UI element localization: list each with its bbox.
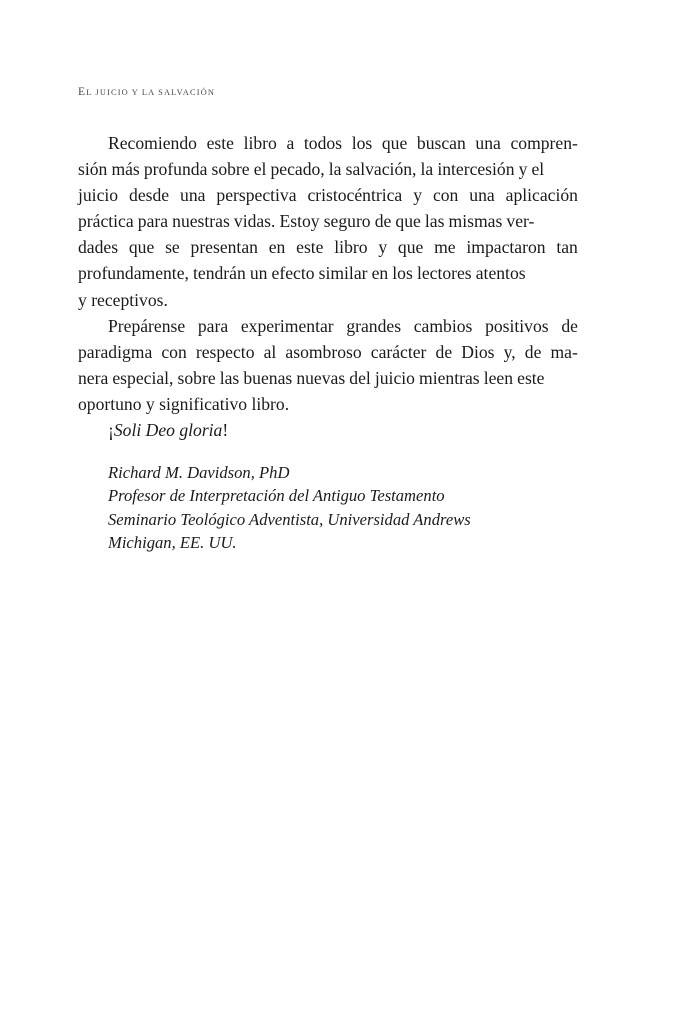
word: profundamente,	[78, 263, 189, 284]
signature-line-2: Profesor de Interpretación del Antiguo Testamento	[108, 486, 445, 506]
word: los	[392, 263, 413, 284]
text-line	[78, 208, 578, 234]
word: ma-	[550, 341, 578, 362]
word: que	[381, 133, 408, 153]
text-line	[78, 365, 578, 391]
word: el	[253, 159, 267, 180]
word: dades	[78, 237, 119, 258]
word: nuevas	[296, 367, 346, 388]
latin-phrase-open: ¡	[108, 420, 114, 441]
word: de	[435, 341, 453, 362]
word: que	[128, 237, 155, 258]
word: todos	[303, 133, 343, 153]
word: nuestras	[172, 211, 230, 232]
word: las	[424, 211, 445, 232]
word: tendrán	[193, 263, 246, 284]
text-line: y receptivos.	[78, 289, 168, 310]
word: cristocéntrica	[307, 185, 403, 206]
signature-line-1: Richard M. Davidson, PhD	[108, 463, 290, 482]
word: Estoy	[279, 211, 320, 232]
word: que	[395, 211, 421, 232]
word: libro	[243, 133, 277, 153]
word: compren-	[510, 133, 578, 153]
body-text-block	[78, 130, 578, 443]
word: ver-	[506, 211, 535, 232]
word: cambios	[413, 315, 473, 336]
latin-phrase-close: !	[222, 420, 229, 441]
word: un	[249, 263, 268, 284]
word: del	[349, 367, 371, 388]
word: buscan	[416, 133, 466, 153]
word: Prepárense	[108, 315, 186, 336]
word: de	[561, 315, 578, 336]
paragraph-1	[78, 130, 578, 313]
text-line: oportuno y significativo libro.	[78, 393, 290, 414]
word: una	[475, 133, 501, 153]
word: una	[180, 185, 206, 206]
word: presentan	[190, 237, 258, 258]
word: desde	[129, 185, 170, 206]
word: seguro	[323, 211, 371, 232]
word: y	[413, 185, 422, 206]
word: una	[469, 185, 495, 206]
word: mientras	[419, 367, 480, 388]
word: carácter	[370, 341, 427, 362]
running-head-rest: L JUICIO Y LA SALVACIÓN	[86, 88, 216, 97]
word: a	[286, 133, 295, 153]
word: atentos	[475, 263, 526, 284]
text-line	[78, 313, 578, 339]
word: paradigma	[78, 341, 153, 362]
word: práctica	[78, 211, 134, 232]
word: pecado,	[270, 159, 325, 180]
word: en	[371, 263, 389, 284]
word: asombroso	[285, 341, 362, 362]
word: efecto	[271, 263, 315, 284]
word: leen	[483, 367, 514, 388]
word: para	[197, 315, 229, 336]
word: la	[328, 159, 342, 180]
word: impactaron	[466, 237, 546, 258]
word: sobre	[177, 367, 216, 388]
word: y,	[503, 341, 516, 362]
text-line	[78, 130, 578, 156]
word: juicio	[374, 367, 415, 388]
word: este	[517, 367, 545, 388]
word: mismas	[448, 211, 503, 232]
word: Dios	[461, 341, 495, 362]
text-line	[78, 339, 578, 365]
running-head	[78, 86, 215, 98]
word: sión	[78, 159, 108, 180]
signature-line-4: Michigan, EE. UU.	[108, 533, 237, 553]
word: me	[434, 237, 456, 258]
text-line	[78, 234, 578, 260]
word: y	[378, 237, 388, 258]
text-line	[78, 182, 578, 208]
text-line	[78, 260, 578, 286]
word: con	[161, 341, 187, 362]
word: respecto	[195, 341, 255, 362]
latin-phrase	[78, 417, 578, 443]
word: y	[518, 159, 528, 180]
paragraph-2	[78, 313, 578, 417]
word: se	[165, 237, 180, 258]
word: buenas	[243, 367, 293, 388]
word: positivos	[485, 315, 549, 336]
word: en	[268, 237, 286, 258]
word: juicio	[78, 185, 119, 206]
word: el	[531, 159, 545, 180]
word: este	[296, 237, 324, 258]
word: la	[420, 159, 434, 180]
word: tan	[556, 237, 578, 258]
latin-phrase-italic: Soli Deo gloria	[113, 420, 223, 441]
word: salvación,	[345, 159, 417, 180]
word: perspectiva	[216, 185, 297, 206]
running-head-initial: E	[78, 85, 87, 98]
word: con	[432, 185, 459, 206]
word: especial,	[112, 367, 174, 388]
word: al	[263, 341, 277, 362]
word: sobre	[211, 159, 250, 180]
word: que	[397, 237, 424, 258]
word: lectores	[416, 263, 472, 284]
word: este	[206, 133, 234, 153]
word: vidas.	[233, 211, 276, 232]
word: similar	[318, 263, 368, 284]
text-line	[78, 156, 578, 182]
word: las	[219, 367, 240, 388]
word: nera	[78, 367, 109, 388]
word: Recomiendo	[108, 133, 197, 153]
word: de	[524, 341, 542, 362]
word: intercesión	[437, 159, 515, 180]
signature-line-3: Seminario Teológico Adventista, Universidad Andrews	[108, 509, 471, 529]
word: profunda	[143, 159, 208, 180]
word: para	[137, 211, 169, 232]
signature-block	[108, 461, 578, 555]
word: de	[374, 211, 392, 232]
word: los	[351, 133, 373, 153]
word: grandes	[346, 315, 402, 336]
word: experimentar	[240, 315, 334, 336]
word: más	[111, 159, 140, 180]
word: aplicación	[505, 185, 578, 206]
word: libro	[334, 237, 368, 258]
